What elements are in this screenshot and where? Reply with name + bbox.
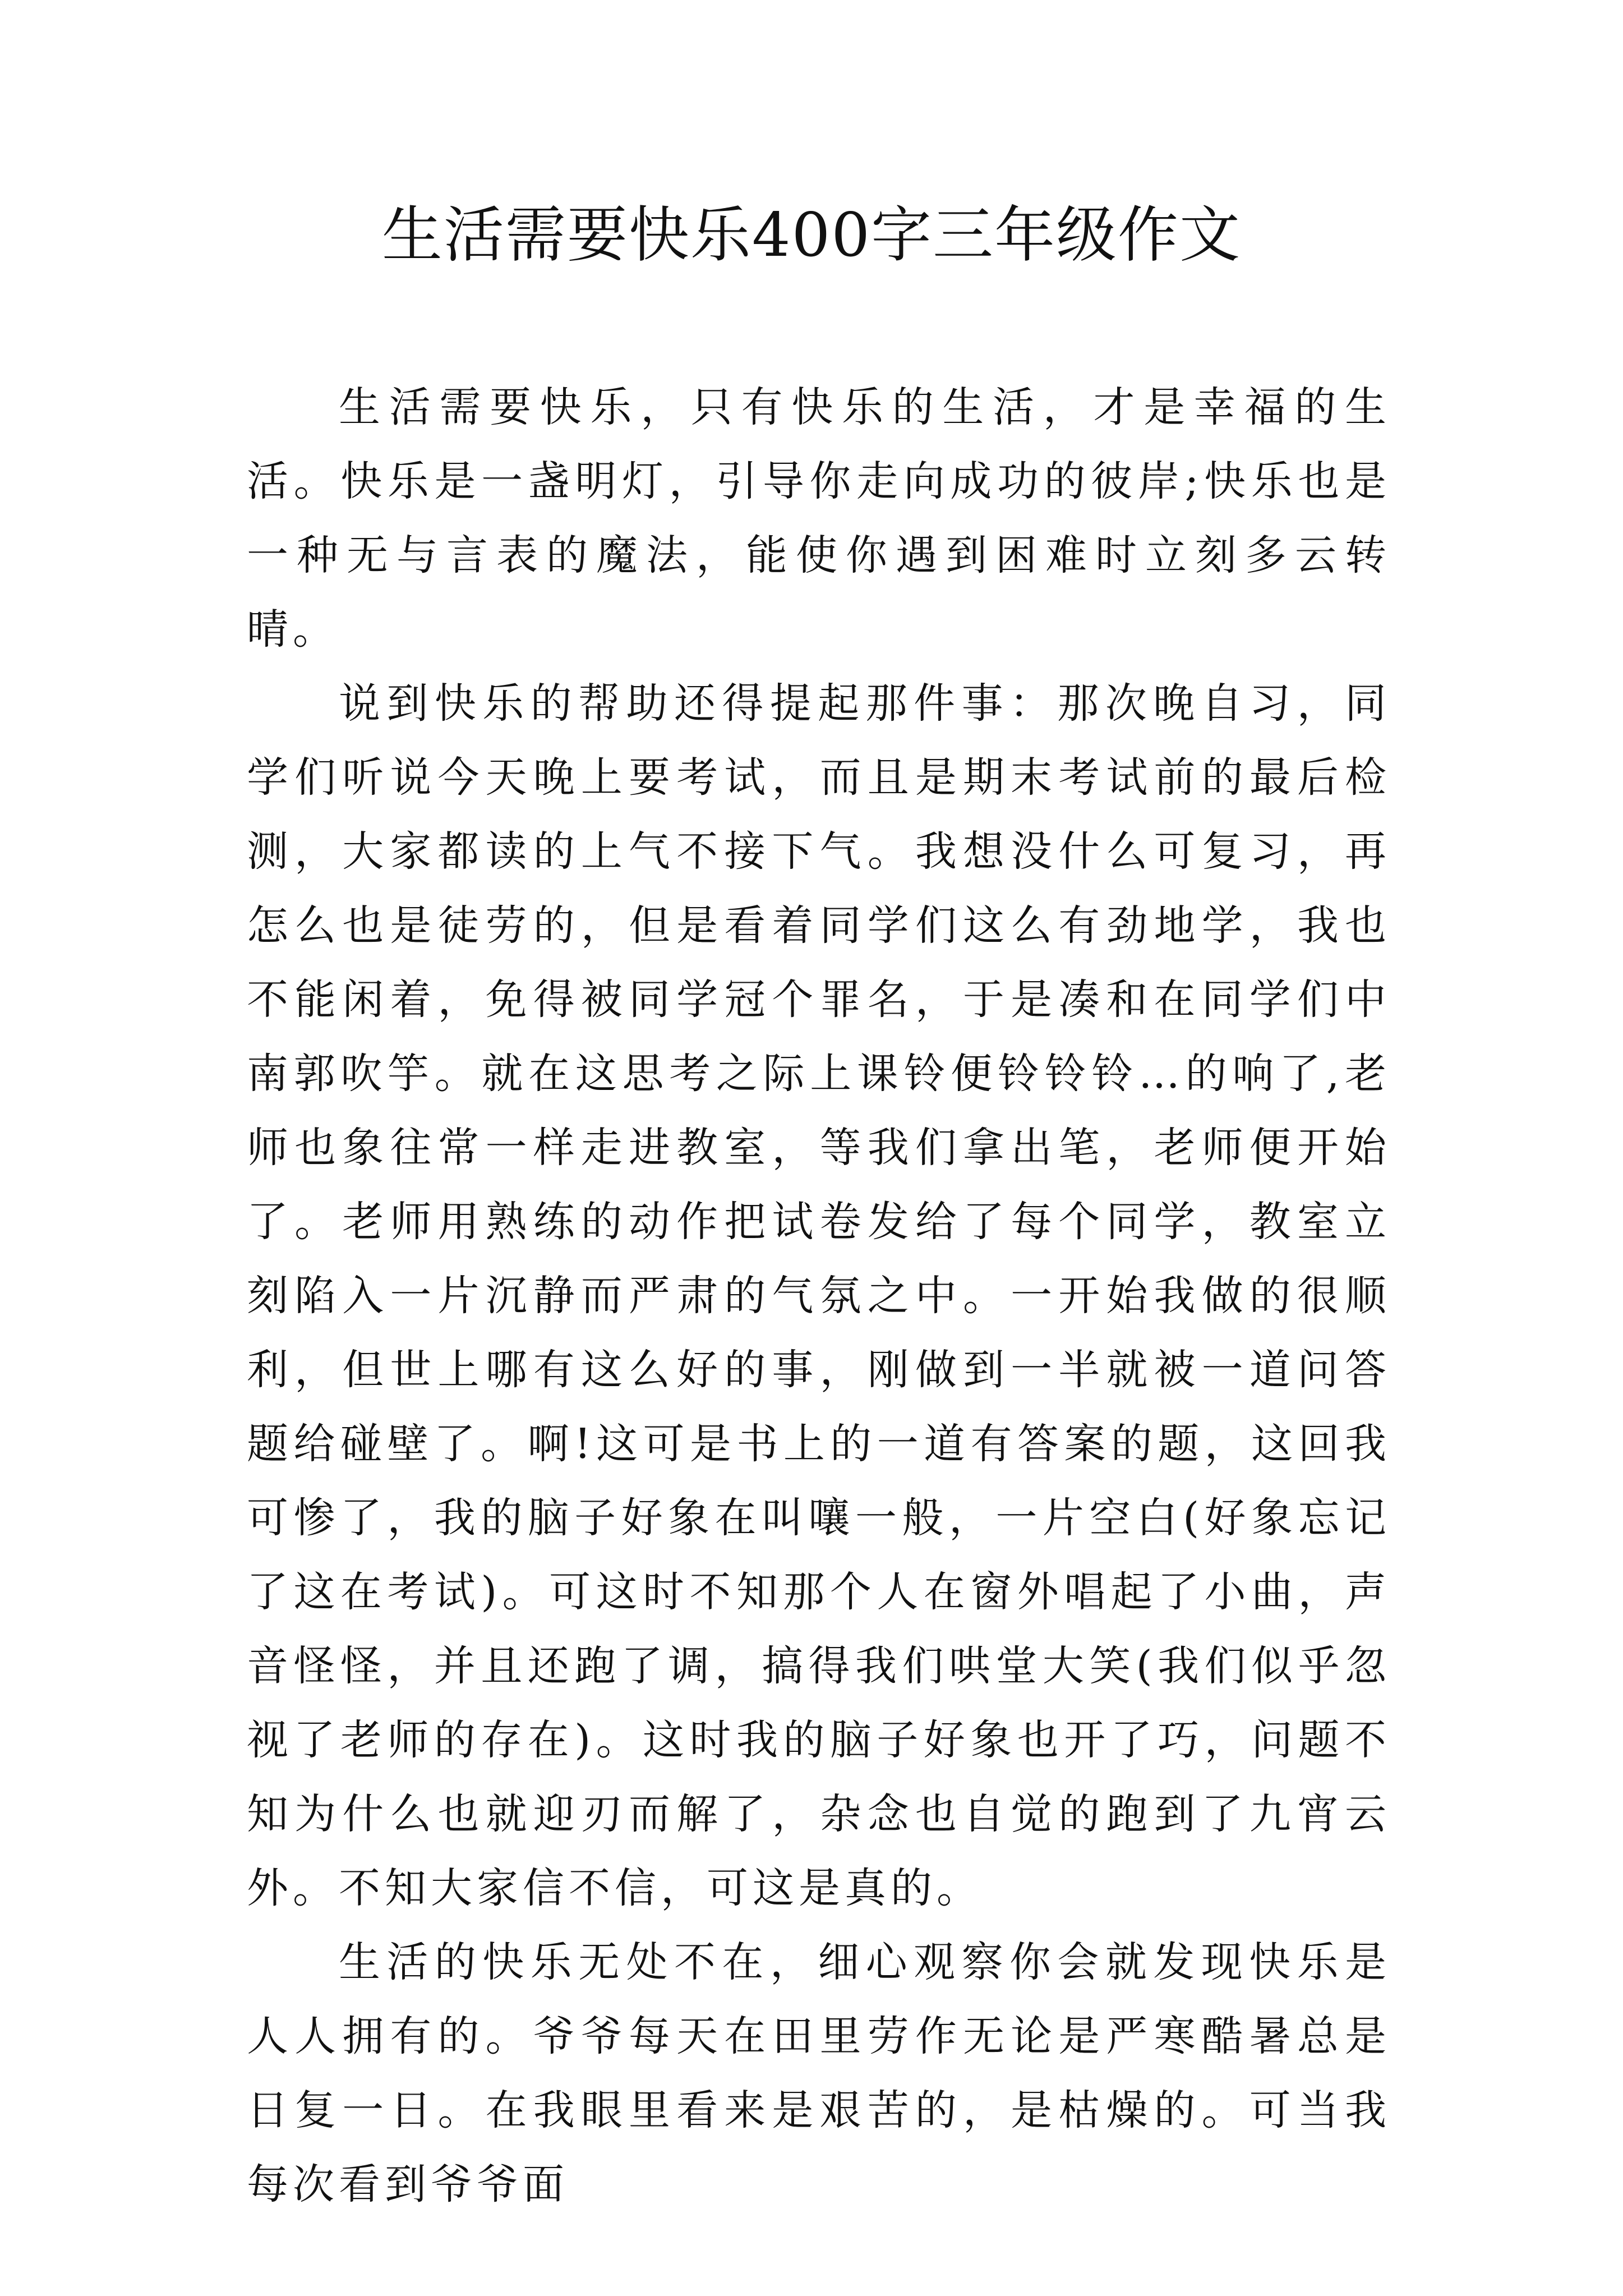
paragraph-3: 生活的快乐无处不在，细心观察你会就发现快乐是人人拥有的。爷爷每天在田里劳作无论是严寒酷暑总是日复一日。在我眼里看来是艰苦的，是枯燥的。可当我每次看到爷爷面 — [247, 1938, 1391, 2208]
document-body — [247, 370, 1391, 2221]
paragraph-2: 说到快乐的帮助还得提起那件事：那次晚自习，同学们听说今天晚上要考试，而且是期末考试前的最后检测，大家都读的上气不接下气。我想没什么可复习，再怎么也是徒劳的，但是看着同学们这么有劲地学，我也不能闲着，免得被同学冠个罪名，于是凑和在同学们中南郭吹竽。就在这思考之际上课铃便铃铃铃…的响了,老师也象往常一样走进教室，等我们拿出笔，老师便开始了。老师用熟练的动作把试卷发给了每个同学，教室立刻陷入一片沉静而严肃的气氛之中。一开始我做的很顺利，但世上哪有这么好的事，刚做到一半就被一道问答题给碰壁了。啊!这可是书上的一道有答案的题，这回我可惨了，我的脑子好象在叫嚷一般，一片空白(好象忘记了这在考试)。可这时不知那个人在窗外唱起了小曲，声音怪怪，并且还跑了调，搞得我们哄堂大笑(我们似乎忽视了老师的存在)。这时我的脑子好象也开了巧，问题不知为什么也就迎刃而解了，杂念也自觉的跑到了九宵云外。不知大家信不信，可这是真的。 — [247, 679, 1391, 1912]
document-title: 生活需要快乐400字三年级作文 — [381, 200, 1242, 270]
paragraph-1: 生活需要快乐，只有快乐的生活，才是幸福的生活。快乐是一盏明灯，引导你走向成功的彼岸;快乐也是一种无与言表的魔法，能使你遇到困难时立刻多云转晴。 — [247, 383, 1391, 654]
